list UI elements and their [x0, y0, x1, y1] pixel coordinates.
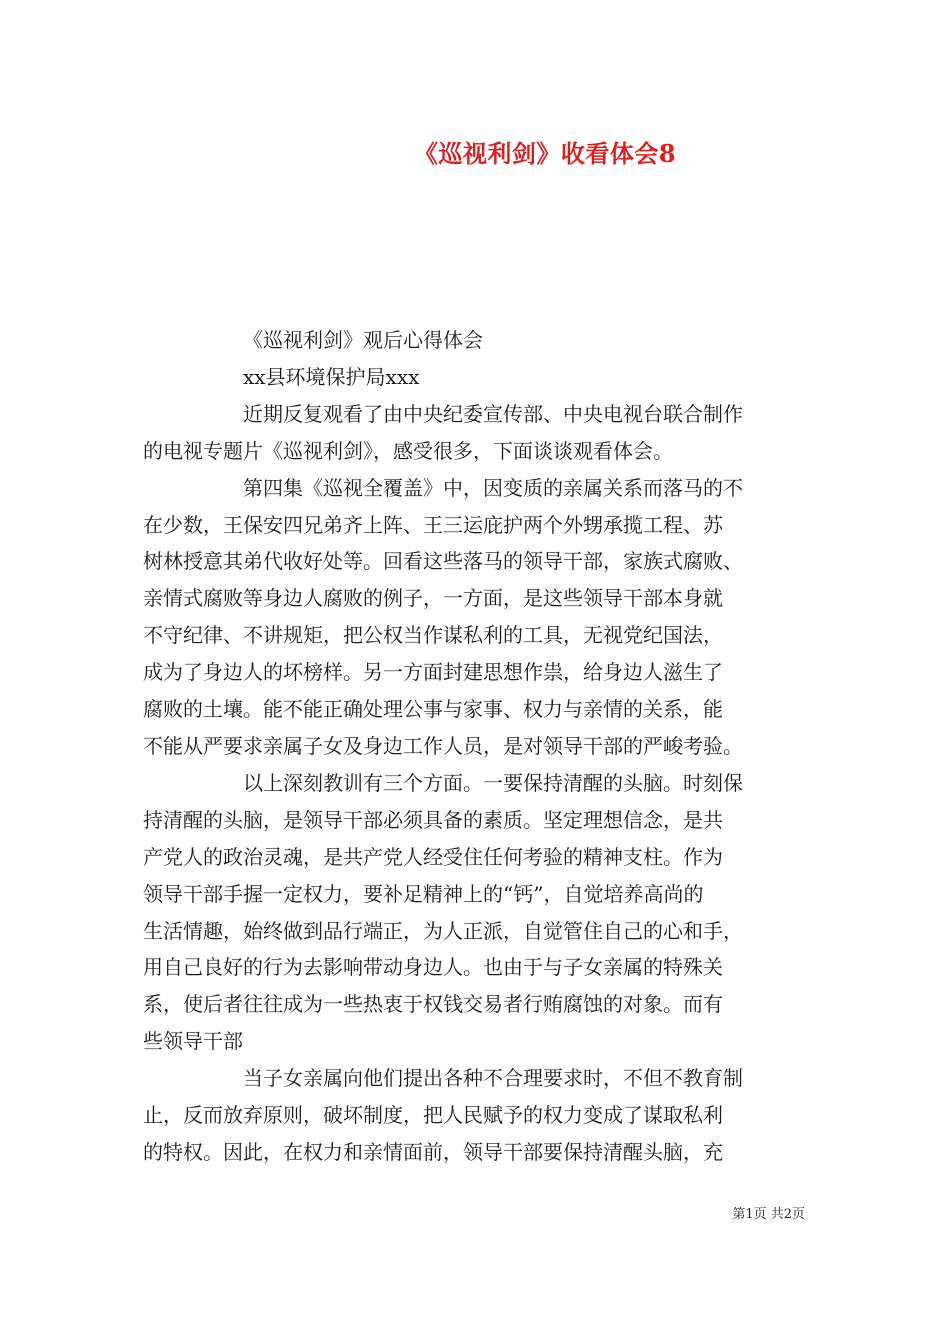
text-line: 的特权。因此，在权力和亲情面前，领导干部要保持清醒头脑，充	[143, 1139, 723, 1164]
text-line: 在少数，王保安四兄弟齐上阵、王三运庇护两个外甥承揽工程、苏	[143, 512, 723, 537]
text-line: 领导干部手握一定权力，要补足精神上的“钙”，自觉培养高尚的	[143, 881, 704, 906]
text-line: 产党人的政治灵魂，是共产党人经受住任何考验的精神支柱。作为	[143, 844, 723, 869]
text-line: 些领导干部	[143, 1029, 243, 1054]
text-line: 持清醒的头脑，是领导干部必须具备的素质。坚定理想信念，是共	[143, 807, 723, 832]
text-line: 系，使后者往往成为一些热衷于权钱交易者行贿腐蚀的对象。而有	[143, 992, 723, 1017]
text-line: 《巡视利剑》观后心得体会	[243, 328, 483, 352]
document-body	[143, 322, 808, 1171]
text-line: 的电视专题片《巡视利剑》，感受很多，下面谈谈观看体会。	[143, 438, 673, 463]
text-line: 生活情趣，始终做到品行端正，为人正派，自觉管住自己的心和手，	[143, 918, 743, 943]
text-line: 亲情式腐败等身边人腐败的例子，一方面，是这些领导干部本身就	[143, 586, 723, 611]
text-line: 止，反而放弃原则，破坏制度，把人民赋予的权力变成了谋取私利	[143, 1103, 723, 1128]
text-line: 成为了身边人的坏榜样。另一方面封建思想作祟，给身边人滋生了	[143, 660, 723, 685]
text-line: 不守纪律、不讲规矩，把公权当作谋私利的工具，无视党纪国法，	[143, 623, 723, 648]
document-title: 《巡视利剑》收看体会8	[413, 139, 677, 168]
text-line: 不能从严要求亲属子女及身边工作人员，是对领导干部的严峻考验。	[143, 733, 743, 758]
page-number-footer: 第1页 共2页	[732, 1207, 805, 1222]
text-line: 当子女亲属向他们提出各种不合理要求时，不但不教育制	[243, 1066, 743, 1091]
text-line: 用自己良好的行为去影响带动身边人。也由于与子女亲属的特殊关	[143, 955, 723, 980]
text-line: 腐败的土壤。能不能正确处理公事与家事、权力与亲情的关系，能	[143, 697, 723, 722]
text-line: 树林授意其弟代收好处等。回看这些落马的领导干部，家族式腐败、	[143, 549, 743, 574]
text-line: 以上深刻教训有三个方面。一要保持清醒的头脑。时刻保	[243, 770, 743, 795]
text-line: 第四集《巡视全覆盖》中，因变质的亲属关系而落马的不	[243, 475, 743, 500]
text-line: 近期反复观看了由中央纪委宣传部、中央电视台联合制作	[243, 401, 743, 426]
text-line: xx县环境保护局xxx	[243, 364, 420, 389]
